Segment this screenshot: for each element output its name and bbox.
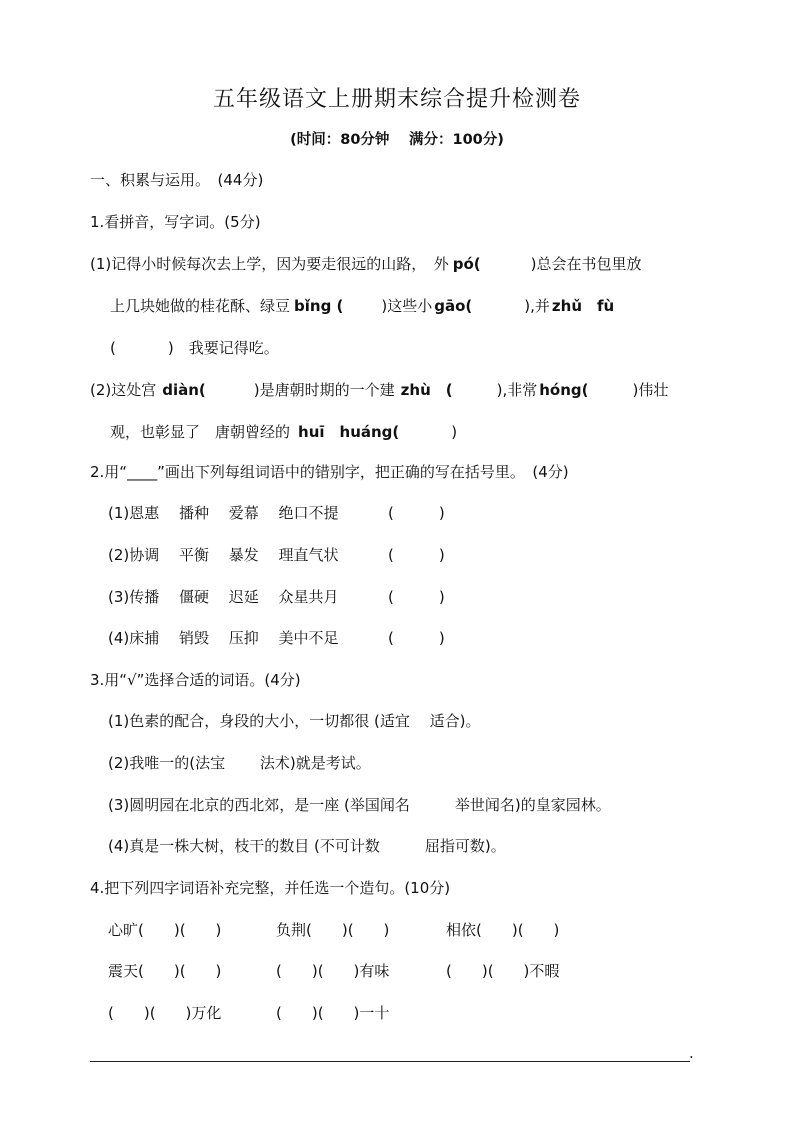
- q1-text: ),并: [524, 297, 550, 315]
- q1-text: (1)记得小时候每次去上学，因为要走很远的山路， 外: [90, 255, 449, 273]
- q1-text: ): [451, 423, 458, 441]
- q2-row: [108, 628, 445, 648]
- q1-pinyin: pó(: [452, 255, 481, 273]
- q2-answer-paren[interactable]: ( ): [388, 504, 445, 522]
- q4-idiom[interactable]: 相依( )( ): [446, 921, 560, 939]
- q2-words: (2)协调 平衡 暴发 理直气状: [108, 546, 339, 564]
- q2-words: (1)恩惠 播种 爱幕 绝口不提: [108, 504, 339, 522]
- q4-idiom[interactable]: ( )( )一十: [276, 1004, 390, 1022]
- q2-row: [108, 545, 445, 565]
- question-4-heading: 4.把下列四字词语补充完整，并任选一个造句。(10分): [90, 879, 451, 897]
- q3-choice-row[interactable]: (1)色素的配合，身段的大小，一切都很 (适宜 适合)。: [108, 712, 481, 730]
- question-1-item-2-line-2: [110, 422, 457, 442]
- q2-answer-paren[interactable]: ( ): [388, 546, 445, 564]
- q3-choice-row[interactable]: (2)我唯一的(法宝 法术)就是考试。: [108, 754, 371, 772]
- exam-info: (时间：80分钟 满分：100分): [290, 132, 504, 148]
- question-1-item-1-line-2: [110, 296, 614, 316]
- q1-text: )是唐朝时期的一个建: [253, 381, 395, 399]
- q2-row: [108, 587, 445, 607]
- q2-row: [108, 503, 445, 523]
- q4-idiom[interactable]: ( )( )不暇: [446, 962, 560, 980]
- question-1-heading: 1.看拼音，写字词。(5分): [90, 213, 261, 231]
- q2-words: (4)床捕 销毁 压抑 美中不足: [108, 629, 339, 647]
- q1-pinyin: zhǔ fù: [551, 297, 615, 315]
- q1-pinyin: huī huáng(: [298, 423, 400, 441]
- q4-idiom[interactable]: 心旷( )( ): [108, 921, 222, 939]
- sentence-end-mark: .: [689, 1044, 694, 1062]
- q1-pinyin: diàn(: [162, 381, 206, 399]
- q4-idiom[interactable]: ( )( )万化: [108, 1004, 222, 1022]
- q4-idiom[interactable]: ( )( )有味: [276, 962, 390, 980]
- q1-pinyin: hóng(: [539, 381, 589, 399]
- q1-text: )总会在书包里放: [530, 255, 642, 273]
- q1-text: )这些小: [381, 297, 433, 315]
- q1-text: 上几块她做的桂花酥、绿豆: [110, 297, 291, 315]
- page-title: 五年级语文上册期末综合提升检测卷: [212, 87, 581, 112]
- question-3-heading: 3.用“√”选择合适的词语。(4分): [90, 671, 301, 689]
- section-heading: 一、积累与运用。 (44分): [90, 171, 264, 189]
- q3-choice-row[interactable]: (4)真是一株大树，枝干的数目 (不可计数 屈指可数)。: [108, 837, 506, 855]
- q1-pinyin: gāo(: [434, 297, 473, 315]
- q1-text: 观，也彰显了 唐朝曾经的: [110, 423, 291, 441]
- q1-text: )伟壮: [632, 381, 669, 399]
- question-1-item-2-line-1: [90, 380, 668, 400]
- question-2-heading: 2.用“____”画出下列每组词语中的错别字，把正确的写在括号里。 (4分): [90, 463, 569, 481]
- q1-text: ),非常: [496, 381, 538, 399]
- q3-choice-row[interactable]: (3)圆明园在北京的西北郊，是一座 (举国闻名 举世闻名)的皇家园林。: [108, 796, 611, 814]
- q4-idiom[interactable]: 震天( )( ): [108, 962, 222, 980]
- q2-answer-paren[interactable]: ( ): [388, 588, 445, 606]
- question-1-item-1-line-1: [90, 254, 642, 274]
- q2-words: (3)传播 僵硬 迟延 众星共月: [108, 588, 339, 606]
- q1-text: (2)这处宫: [90, 381, 157, 399]
- q2-answer-paren[interactable]: ( ): [388, 629, 445, 647]
- q1-pinyin: zhù (: [400, 381, 453, 399]
- sentence-answer-line[interactable]: [90, 1061, 690, 1062]
- q1-text: ) 我要记得吃。: [167, 339, 279, 357]
- q4-idiom[interactable]: 负荆( )( ): [276, 921, 390, 939]
- question-1-item-1-line-3: [110, 338, 279, 358]
- q1-pinyin: bǐng (: [294, 297, 344, 315]
- q1-paren-open: (: [110, 339, 116, 357]
